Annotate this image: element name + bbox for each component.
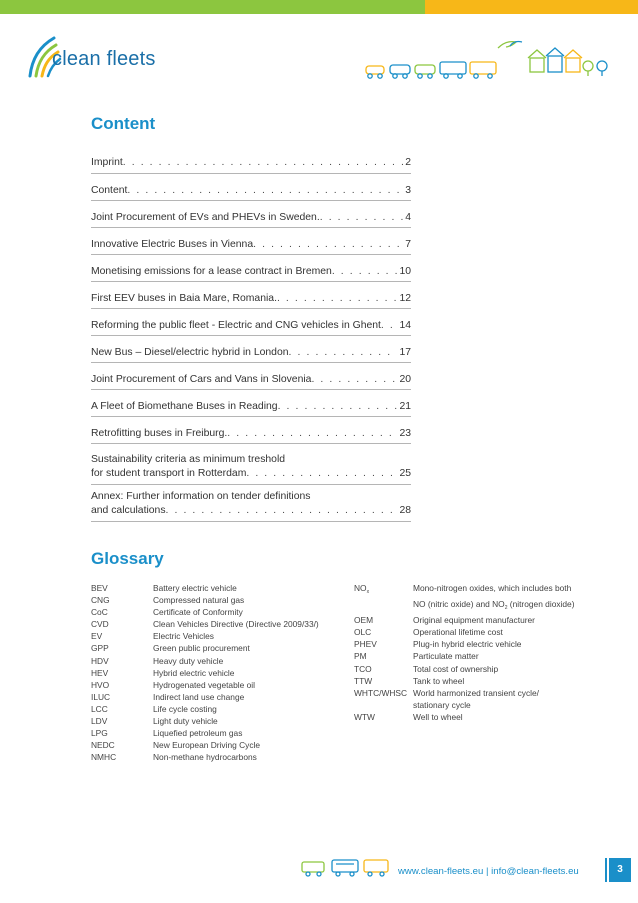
toc-leader-dots xyxy=(289,347,398,358)
toc-leader-dots xyxy=(127,185,403,196)
vehicles-illustration-icon xyxy=(360,36,615,82)
glossary-entry xyxy=(91,618,341,630)
toc-entry[interactable] xyxy=(91,390,411,417)
toc-entry-title: Joint Procurement of Cars and Vans in Slovenia xyxy=(91,374,312,385)
glossary-abbr: NEDC xyxy=(91,740,115,751)
top-bar-green xyxy=(0,0,425,14)
glossary-abbr: LCC xyxy=(91,703,108,714)
toc-entry[interactable] xyxy=(91,485,411,522)
glossary-abbr xyxy=(354,699,413,711)
glossary-entry xyxy=(354,687,604,699)
glossary-entry xyxy=(354,626,604,638)
footer-divider xyxy=(605,858,607,882)
toc-leader-dots xyxy=(311,374,397,385)
content-heading: Content xyxy=(91,114,156,133)
toc-page-number: 20 xyxy=(399,374,411,385)
glossary-abbr: HDV xyxy=(91,655,109,666)
glossary-abbr: OEM xyxy=(354,615,374,626)
glossary-right-column xyxy=(354,582,604,723)
glossary-entry xyxy=(91,642,341,654)
glossary-entry xyxy=(91,606,341,618)
glossary-abbr: GPP xyxy=(91,643,109,654)
nox-def-part-b: (nitrogen dioxide) xyxy=(507,599,575,610)
glossary-abbr: LPG xyxy=(91,728,108,739)
nox-abbr: NO xyxy=(354,583,367,593)
glossary-definition: Hydrogenated vegetable oil xyxy=(153,679,255,690)
nox-def-part-a: NO (nitric oxide) and NO xyxy=(413,599,505,610)
glossary-definition: Particulate matter xyxy=(413,651,479,662)
toc-entry[interactable] xyxy=(91,309,411,336)
toc-entry[interactable] xyxy=(91,336,411,363)
glossary-definition: Original equipment manufacturer xyxy=(413,615,535,626)
glossary-entry-nox-cont xyxy=(354,598,604,614)
toc-entry-title: and calculations xyxy=(91,505,166,516)
glossary-abbr: CoC xyxy=(91,607,108,618)
toc-entry-title: Content xyxy=(91,185,128,196)
toc-page-number: 28 xyxy=(399,505,411,516)
glossary-definition: Well to wheel xyxy=(413,711,463,722)
glossary-entry xyxy=(354,650,604,662)
top-bar-yellow xyxy=(425,0,638,14)
glossary-abbr: TCO xyxy=(354,663,372,674)
toc-page-number: 17 xyxy=(399,347,411,358)
toc-page-number: 23 xyxy=(399,428,411,439)
glossary-entry xyxy=(91,667,341,679)
glossary-entry xyxy=(91,715,341,727)
toc-page-number: 7 xyxy=(405,239,411,250)
glossary-abbr: HEV xyxy=(91,667,109,678)
toc-page-number: 21 xyxy=(399,401,411,412)
toc-entry[interactable] xyxy=(91,149,411,174)
toc-entry[interactable] xyxy=(91,282,411,309)
glossary-definition: Liquefied petroleum gas xyxy=(153,728,243,739)
toc-leader-dots xyxy=(278,401,398,412)
glossary-abbr: NMHC xyxy=(91,752,117,763)
toc-entry[interactable] xyxy=(91,363,411,390)
toc-entry-title: Imprint xyxy=(91,157,123,168)
glossary-abbr: OLC xyxy=(354,627,372,638)
toc-page-number: 2 xyxy=(405,157,411,168)
toc-entry-title: First EEV buses in Baia Mare, Romania. xyxy=(91,293,277,304)
toc-entry-title: Joint Procurement of EVs and PHEVs in Sweden. xyxy=(91,212,320,223)
toc-entry-title: Monetising emissions for a lease contract in Bremen xyxy=(91,266,332,277)
glossary-abbr: CVD xyxy=(91,619,109,630)
glossary-definition: Operational lifetime cost xyxy=(413,627,503,638)
toc-page-number: 4 xyxy=(405,212,411,223)
nox-abbr-subscript: x xyxy=(366,589,370,595)
glossary-abbr: PHEV xyxy=(354,639,377,650)
toc-entry-title: New Bus – Diesel/electric hybrid in London xyxy=(91,347,289,358)
glossary-entry xyxy=(91,739,341,751)
glossary-entry xyxy=(91,703,341,715)
glossary-definition xyxy=(413,598,575,614)
glossary-heading: Glossary xyxy=(91,549,164,568)
toc-entry[interactable] xyxy=(91,255,411,282)
toc-page-number: 25 xyxy=(399,468,411,479)
glossary-abbr: CNG xyxy=(91,595,110,606)
glossary-definition: Plug-in hybrid electric vehicle xyxy=(413,639,522,650)
glossary-abbr: WTW xyxy=(354,711,375,722)
glossary-abbr: TTW xyxy=(354,675,373,686)
glossary-abbr-empty xyxy=(354,598,413,614)
glossary-entry xyxy=(91,594,341,606)
glossary-definition: New European Driving Cycle xyxy=(153,740,261,751)
toc-page-number: 12 xyxy=(399,293,411,304)
glossary-entry xyxy=(91,691,341,703)
glossary-definition: Clean Vehicles Directive (Directive 2009/33/) xyxy=(153,619,319,630)
toc-page-number: 10 xyxy=(399,266,411,277)
glossary-abbr: WHTC/WHSC xyxy=(354,687,408,698)
glossary-definition: stationary cycle xyxy=(413,699,471,710)
glossary-entry xyxy=(91,751,341,763)
glossary-definition: Light duty vehicle xyxy=(153,716,218,727)
toc-entry[interactable] xyxy=(91,444,411,485)
glossary-abbr: BEV xyxy=(91,583,108,593)
glossary-definition: Certificate of Conformity xyxy=(153,607,243,618)
glossary-left-column xyxy=(91,582,341,763)
toc-entry-title: Innovative Electric Buses in Vienna xyxy=(91,239,254,250)
glossary-definition: Hybrid electric vehicle xyxy=(153,667,235,678)
logo-text: clean fleets xyxy=(52,48,156,70)
toc-entry[interactable] xyxy=(91,201,411,228)
toc-leader-dots xyxy=(227,428,397,439)
toc-entry-title-line1: Sustainability criteria as minimum treshold xyxy=(91,454,286,465)
nox-def-subscript: 2 xyxy=(504,605,508,612)
glossary-abbr: LDV xyxy=(91,716,108,727)
glossary-definition: Battery electric vehicle xyxy=(153,583,237,593)
glossary-entry xyxy=(354,614,604,626)
glossary-entry xyxy=(354,638,604,650)
glossary-abbr xyxy=(354,582,413,598)
glossary-definition: Mono-nitrogen oxides, which includes both xyxy=(413,583,572,593)
toc-entry[interactable] xyxy=(91,228,411,255)
glossary-entry xyxy=(91,655,341,667)
glossary-entry xyxy=(91,582,341,594)
glossary-entry xyxy=(354,675,604,687)
glossary-definition: Indirect land use change xyxy=(153,691,245,702)
toc-entry[interactable] xyxy=(91,417,411,444)
glossary-abbr: PM xyxy=(354,651,367,662)
glossary-abbr: HVO xyxy=(91,679,110,690)
toc-page-number: 14 xyxy=(399,320,411,331)
glossary-definition: Electric Vehicles xyxy=(153,631,214,642)
toc-entry-title-line1: Annex: Further information on tender definitions xyxy=(91,491,311,502)
glossary-abbr: ILUC xyxy=(91,691,111,702)
toc-entry-title: Retrofitting buses in Freiburg. xyxy=(91,428,228,439)
toc-leader-dots xyxy=(381,320,398,331)
glossary-entry xyxy=(354,711,604,723)
glossary-entry xyxy=(91,679,341,691)
glossary-entry xyxy=(91,630,341,642)
glossary-definition: World harmonized transient cycle/ xyxy=(413,687,539,698)
toc-page-number: 3 xyxy=(405,185,411,196)
glossary-definition: Non-methane hydrocarbons xyxy=(153,752,257,763)
glossary-definition: Total cost of ownership xyxy=(413,663,499,674)
glossary-abbr: EV xyxy=(91,631,103,642)
glossary-entry xyxy=(354,699,604,711)
toc-leader-dots xyxy=(332,266,398,277)
glossary-definition: Compressed natural gas xyxy=(153,595,245,606)
toc-leader-dots xyxy=(166,505,398,516)
glossary-definition: Tank to wheel xyxy=(413,675,465,686)
footer-contact-link[interactable]: www.clean-fleets.eu | info@clean-fleets.eu xyxy=(398,866,579,877)
page-number-badge: 3 xyxy=(609,858,631,882)
footer-vehicles-icon xyxy=(300,856,392,878)
toc-leader-dots xyxy=(123,157,403,168)
glossary-definition: Heavy duty vehicle xyxy=(153,655,224,666)
toc-leader-dots xyxy=(246,468,397,479)
toc-entry-title: A Fleet of Biomethane Buses in Reading xyxy=(91,401,278,412)
toc-entry-title: Reforming the public fleet - Electric and CNG vehicles in Ghent xyxy=(91,320,381,331)
top-color-bar xyxy=(0,0,638,14)
glossary-entry xyxy=(354,663,604,675)
toc-leader-dots xyxy=(277,293,397,304)
glossary-entry-nox xyxy=(354,582,604,598)
toc-entry-title: for student transport in Rotterdam xyxy=(91,468,247,479)
glossary-definition: Green public procurement xyxy=(153,643,250,654)
glossary-definition: Life cycle costing xyxy=(153,703,217,714)
toc-leader-dots xyxy=(253,239,403,250)
toc-leader-dots xyxy=(320,212,404,223)
toc-entry[interactable] xyxy=(91,174,411,201)
table-of-contents xyxy=(91,149,411,522)
glossary-entry xyxy=(91,727,341,739)
